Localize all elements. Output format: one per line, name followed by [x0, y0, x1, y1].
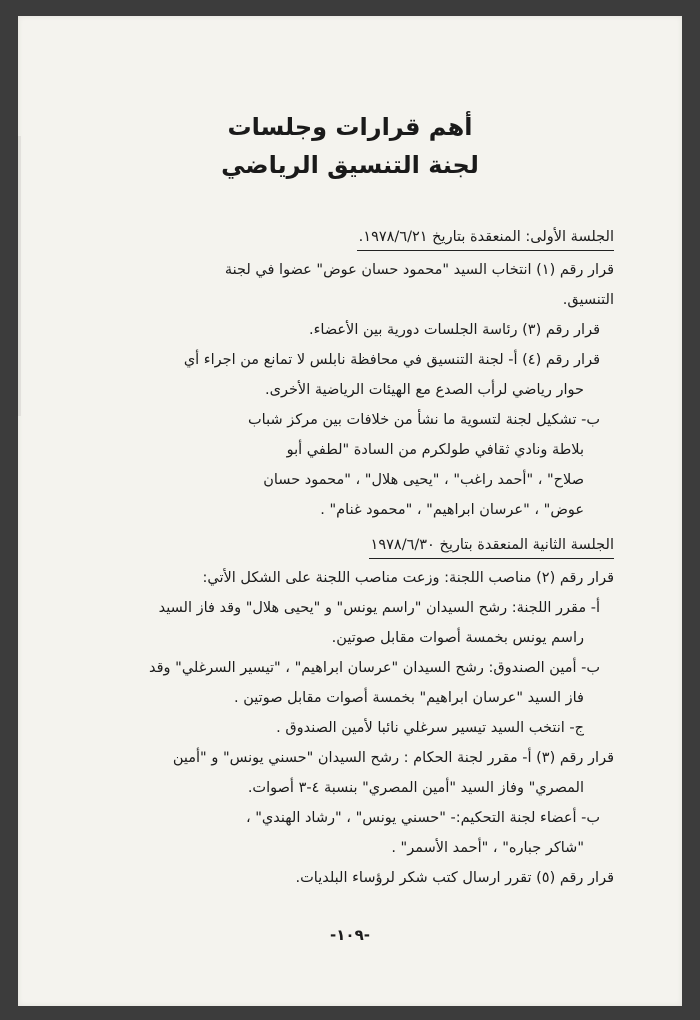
decision-line: قرار رقم (٣) رئاسة الجلسات دورية بين الأعضاء.: [308, 322, 600, 338]
page-title: [18, 108, 682, 184]
decision-line: قرار رقم (٢) مناصب اللجنة: وزعت مناصب اللجنة على الشكل الأتي:: [202, 570, 614, 586]
decision-line: قرار رقم (٥) تقرر ارسال كتب شكر لرؤساء البلديات.: [295, 870, 614, 886]
session-1-heading: الجلسة الأولى: المنعقدة بتاريخ ١٩٧٨/٦/٢١.: [357, 225, 614, 251]
session-2-heading: الجلسة الثانية المنعقدة بتاريخ ١٩٧٨/٦/٣٠: [369, 533, 614, 559]
session-1-section: [74, 222, 614, 525]
decision-line: المصري" وفاز السيد "أمين المصري" بنسبة ٤-٣ أصوات.: [247, 780, 584, 796]
session-2-section: [74, 530, 614, 893]
decision-line: ب- أعضاء لجنة التحكيم:- "حسني يونس" ، "رشاد الهندي" ،: [245, 810, 600, 826]
decision-line: راسم يونس بخمسة أصوات مقابل صوتين.: [331, 630, 584, 646]
decision-line: ج- انتخب السيد تيسير سرغلي نائبا لأمين الصندوق .: [276, 720, 584, 736]
title-line-2: لجنة التنسيق الرياضي: [221, 151, 479, 179]
title-line-1: أهم قرارات وجلسات: [227, 113, 473, 141]
decision-line: حوار رياضي لرأب الصدع مع الهيئات الرياضية الأخرى.: [265, 382, 584, 398]
decision-line: ب- تشكيل لجنة لتسوية ما نشأ من خلافات بين مركز شباب: [248, 412, 600, 428]
decision-line: قرار رقم (٣) أ- مقرر لجنة الحكام : رشح السيدان "حسني يونس" و "أمين: [172, 750, 614, 766]
decision-line: "شاكر جباره" ، "أحمد الأسمر" .: [391, 840, 584, 856]
decision-line: صلاح" ، "أحمد راغب" ، "يحيى هلال" ، "محمود حسان: [263, 472, 584, 488]
decision-line: فاز السيد "عرسان ابراهيم" بخمسة أصوات مقابل صوتين .: [234, 690, 584, 706]
decision-line: قرار رقم (٤) أ- لجنة التنسيق في محافظة نابلس لا تمانع من اجراء أي: [183, 352, 600, 368]
decision-line: أ- مقرر اللجنة: رشح السيدان "راسم يونس" و "يحيى هلال" وقد فاز السيد: [158, 600, 600, 616]
decision-line: التنسيق.: [562, 292, 614, 308]
decision-line: بلاطة ونادي ثقافي طولكرم من السادة "لطفي أبو: [286, 442, 584, 458]
page-number: -١٠٩-: [330, 926, 370, 944]
decision-line: ب- أمين الصندوق: رشح السيدان "عرسان ابراهيم" ، "تيسير السرغلي" وقد: [149, 660, 600, 676]
decision-line: عوض" ، "عرسان ابراهيم" ، "محمود غنام" .: [320, 502, 584, 518]
document-page: [18, 16, 682, 1006]
decision-line: قرار رقم (١) انتخاب السيد "محمود حسان عوض" عضوا في لجنة: [224, 262, 614, 278]
